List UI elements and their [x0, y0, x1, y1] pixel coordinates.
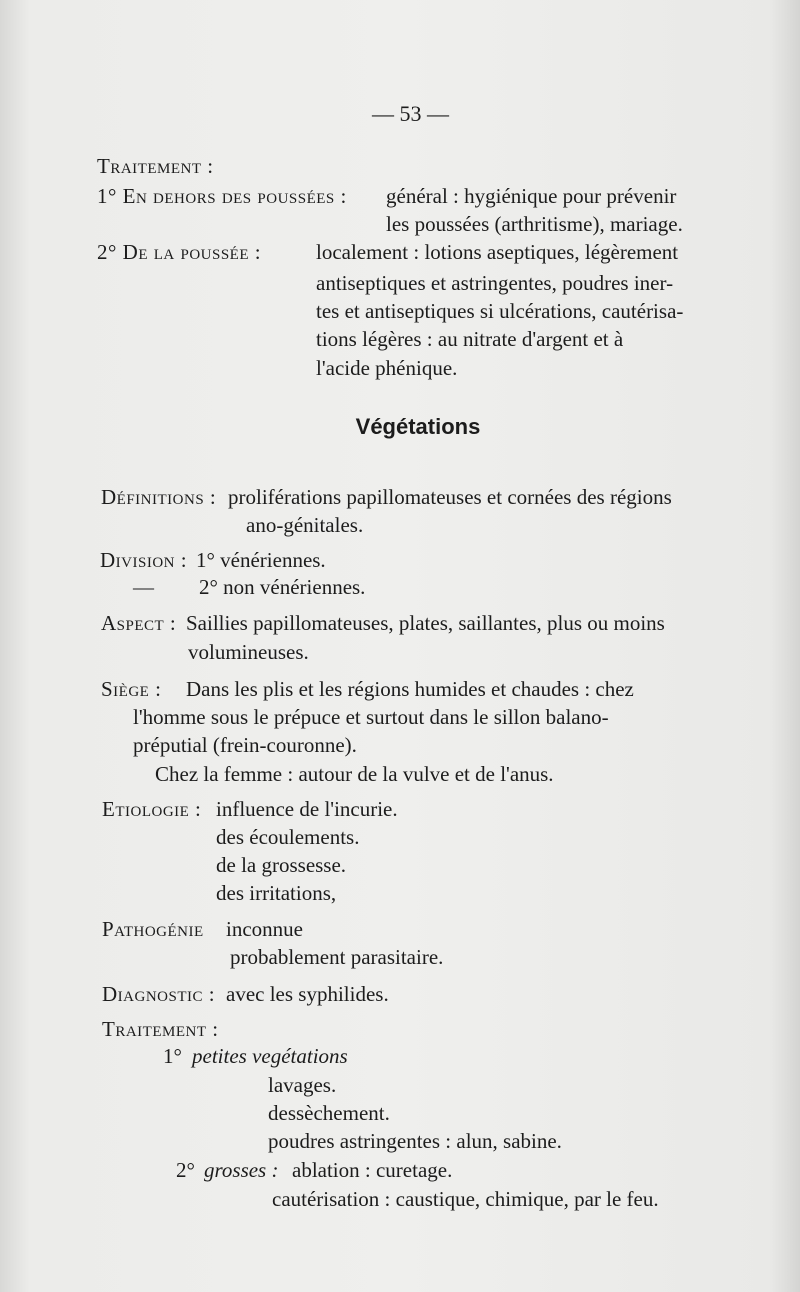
pathogenie-label: Pathogénie: [102, 917, 204, 941]
treatment-item2-line: tions légères : au nitrate d'argent et à: [316, 327, 624, 351]
aspect-line1: Saillies papillomateuses, plates, saillantes, plus ou moins: [186, 611, 665, 635]
definitions-line2: ano-génitales.: [246, 513, 364, 537]
division-line1: 1° vénériennes.: [196, 548, 326, 572]
treatment-item2-label: 2° De la poussée :: [97, 240, 262, 264]
treatment-item1-line1: général : hygiénique pour prévenir: [386, 184, 677, 208]
aspect-label: Aspect :: [101, 611, 177, 635]
siege-label: Siège :: [101, 677, 162, 701]
etiologie-line: des irritations,: [216, 881, 337, 905]
treatment-item2-line: antiseptiques et astringentes, poudres iner-: [316, 271, 674, 295]
pathogenie-line1: inconnue: [226, 917, 303, 941]
division-label: Division :: [100, 548, 188, 572]
siege-line2: l'homme sous le prépuce et surtout dans le sillon balano-: [133, 705, 609, 729]
division-line2: 2° non vénériennes.: [199, 575, 366, 599]
treatment2-item1-line: lavages.: [268, 1073, 337, 1097]
etiologie-line: des écoulements.: [216, 825, 360, 849]
etiologie-label: Etiologie :: [102, 797, 202, 821]
etiologie-line: de la grossesse.: [216, 853, 347, 877]
treatment2-item1-title: petites vegétations: [192, 1044, 348, 1068]
siege-line4: Chez la femme : autour de la vulve et de l'anus.: [155, 762, 554, 786]
aspect-line2: volumineuses.: [188, 640, 309, 664]
treatment2-item2-line2: cautérisation : caustique, chimique, par le feu.: [272, 1187, 659, 1211]
siege-line1: Dans les plis et les régions humides et chaudes : chez: [186, 677, 634, 701]
treatment-item2-line: localement : lotions aseptiques, légèrement: [316, 240, 679, 264]
treatment-item1-line2: les poussées (arthritisme), mariage.: [386, 212, 683, 236]
diagnostic-text: avec les syphilides.: [226, 982, 389, 1006]
treatment2-item2-text: ablation : curetage.: [292, 1158, 453, 1182]
treatment2-item1-line: dessèchement.: [268, 1101, 390, 1125]
treatment2-item1-line: poudres astringentes : alun, sabine.: [268, 1129, 562, 1153]
section-title-traitement-2: Traitement :: [102, 1017, 219, 1041]
treatment-item1-label: 1° En dehors des poussées :: [97, 184, 347, 208]
treatment2-item1-number: 1°: [163, 1044, 182, 1068]
siege-line3: préputial (frein-couronne).: [133, 733, 357, 757]
section-title-traitement: Traitement :: [97, 154, 214, 178]
etiologie-line: influence de l'incurie.: [216, 797, 398, 821]
treatment2-item2-title: grosses :: [204, 1158, 279, 1182]
treatment2-item2-number: 2°: [176, 1158, 195, 1182]
definitions-line1: proliférations papillomateuses et cornées des régions: [228, 485, 672, 509]
definitions-label: Définitions :: [101, 485, 217, 509]
section-heading-vegetations: Végétations: [355, 414, 481, 439]
diagnostic-label: Diagnostic :: [102, 982, 216, 1006]
treatment-item2-line: tes et antiseptiques si ulcérations, cautérisa-: [316, 299, 684, 323]
pathogenie-line2: probablement parasitaire.: [230, 945, 444, 969]
treatment-item2-line: l'acide phénique.: [316, 356, 458, 380]
page-number: — 53 —: [372, 101, 449, 126]
division-dash: —: [133, 575, 154, 599]
